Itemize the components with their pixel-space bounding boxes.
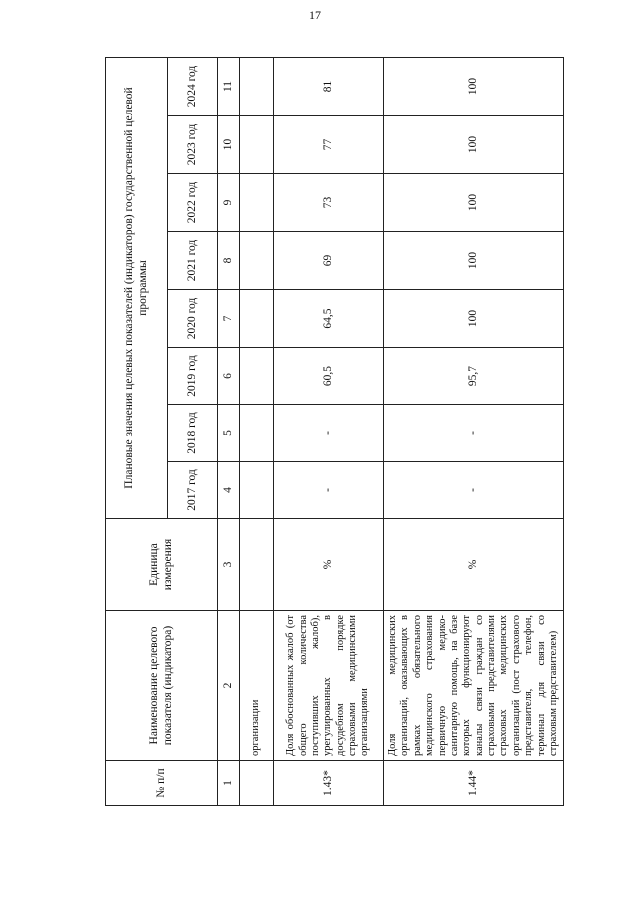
row-value: - bbox=[274, 462, 384, 519]
row-value: 81 bbox=[274, 58, 384, 116]
row-value: 100 bbox=[384, 290, 564, 348]
header-year: 2020 год bbox=[168, 290, 218, 348]
header-year: 2022 год bbox=[168, 174, 218, 232]
row-value: - bbox=[384, 405, 564, 462]
row-num: 1.43* bbox=[274, 761, 384, 806]
header-num: № п/п bbox=[106, 761, 218, 806]
row-value: 64,5 bbox=[274, 290, 384, 348]
index-cell: 11 bbox=[218, 58, 240, 116]
row-value: 100 bbox=[384, 232, 564, 290]
index-cell: 2 bbox=[218, 611, 240, 761]
continuation-text: организации bbox=[240, 611, 274, 761]
page-number: 17 bbox=[309, 8, 321, 22]
target-indicators-table bbox=[105, 57, 564, 806]
index-cell: 9 bbox=[218, 174, 240, 232]
header-year: 2023 год bbox=[168, 116, 218, 174]
header-year: 2024 год bbox=[168, 58, 218, 116]
header-plan: Плановые значения целевых показателей (индикаторов) государственной целевой программы bbox=[106, 58, 168, 519]
index-cell: 7 bbox=[218, 290, 240, 348]
header-year: 2018 год bbox=[168, 405, 218, 462]
header-year: 2021 год bbox=[168, 232, 218, 290]
index-row bbox=[218, 58, 240, 806]
row-num: 1.44* bbox=[384, 761, 564, 806]
table-row bbox=[274, 58, 384, 806]
row-name: Доля медицинских организаций, оказывающих в рамках обязательного медицинского страхования первичную медико-санитарную помощь, на базе которых функционируют каналы связи граждан со страховыми представителями страховых медицинских организаций (пост страхового представителя, телефон, терминал для связи со страховым представителем) bbox=[384, 611, 564, 761]
index-cell: 10 bbox=[218, 116, 240, 174]
index-cell: 1 bbox=[218, 761, 240, 806]
row-value: 100 bbox=[384, 174, 564, 232]
index-cell: 4 bbox=[218, 462, 240, 519]
index-cell: 8 bbox=[218, 232, 240, 290]
row-value: - bbox=[274, 405, 384, 462]
row-value: 100 bbox=[384, 58, 564, 116]
row-unit: % bbox=[274, 519, 384, 611]
row-value: 77 bbox=[274, 116, 384, 174]
header-year: 2017 год bbox=[168, 462, 218, 519]
row-unit: % bbox=[384, 519, 564, 611]
row-value: 100 bbox=[384, 116, 564, 174]
row-value: 60,5 bbox=[274, 348, 384, 405]
index-cell: 3 bbox=[218, 519, 240, 611]
index-cell: 6 bbox=[218, 348, 240, 405]
header-name: Наименование целевого показателя (индикатора) bbox=[106, 611, 218, 761]
header-unit: Единица измерения bbox=[106, 519, 218, 611]
continuation-row bbox=[240, 58, 274, 806]
table-rotated-wrapper bbox=[105, 58, 559, 806]
row-value: 69 bbox=[274, 232, 384, 290]
row-value: 73 bbox=[274, 174, 384, 232]
row-name: Доля обоснованных жалоб (от общего количества поступивших жалоб), урегулированных в досудебном порядке страховыми медицинскими организациями bbox=[274, 611, 384, 761]
header-year: 2019 год bbox=[168, 348, 218, 405]
header-row-1 bbox=[106, 58, 168, 806]
continuation-num-cell bbox=[240, 761, 274, 806]
row-value: 95,7 bbox=[384, 348, 564, 405]
table-row bbox=[384, 58, 564, 806]
index-cell: 5 bbox=[218, 405, 240, 462]
row-value: - bbox=[384, 462, 564, 519]
